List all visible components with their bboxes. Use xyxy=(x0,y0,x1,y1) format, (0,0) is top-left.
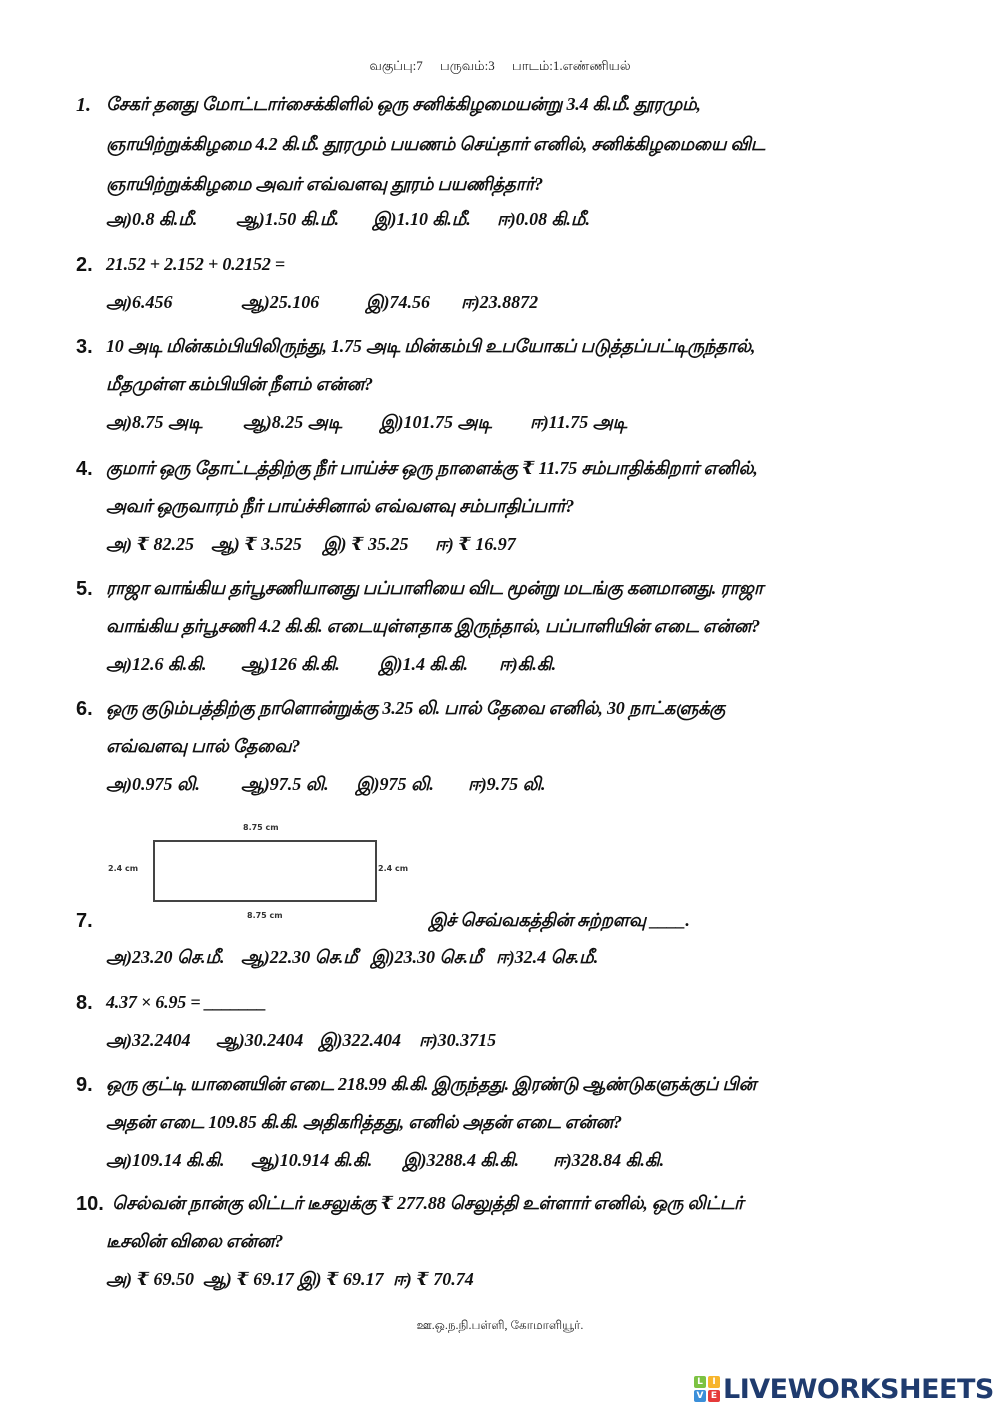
option-a[interactable]: அ)109.14 கி.கி. xyxy=(106,1150,225,1170)
question-number: 3. xyxy=(76,336,93,358)
option-d[interactable]: ஈ)9.75 லி. xyxy=(468,774,546,794)
option-c[interactable]: இ) ₹ 35.25 xyxy=(323,534,409,554)
option-c[interactable]: இ)975 லி. xyxy=(356,774,434,794)
option-c[interactable]: இ) ₹ 69.17 xyxy=(298,1269,384,1289)
options xyxy=(106,412,627,435)
worksheet-header xyxy=(0,58,1000,75)
left-side-label: 2.4 cm xyxy=(108,864,139,873)
option-c[interactable]: இ)3288.4 கி.கி. xyxy=(403,1150,519,1170)
option-a[interactable]: அ)6.456 xyxy=(106,292,173,312)
option-b[interactable]: ஆ) ₹ 3.525 xyxy=(211,534,302,554)
question-text: அதன் எடை 109.85 கி.கி. அதிகரித்தது, எனில் அதன் எடை என்ன? xyxy=(106,1112,622,1132)
lesson-label: பாடம்:1.எண்ணியல் xyxy=(512,58,631,73)
top-side-label: 8.75 cm xyxy=(243,823,279,832)
options xyxy=(106,534,516,557)
option-a[interactable]: அ)8.75 அடி xyxy=(106,412,203,432)
options xyxy=(106,209,590,232)
option-a[interactable]: அ)0.8 கி.மீ. xyxy=(106,209,198,229)
question-text: 4.37 × 6.95 = _______ xyxy=(106,992,267,1012)
question-text: 21.52 + 2.152 + 0.2152 = xyxy=(106,254,285,274)
option-b[interactable]: ஆ)8.25 அடி xyxy=(243,412,343,432)
logo-tile-i: I xyxy=(708,1376,720,1388)
rectangle-figure xyxy=(100,815,430,925)
question-text: டீசலின் விலை என்ன? xyxy=(106,1231,284,1251)
option-d[interactable]: ஈ)23.8872 xyxy=(461,292,539,312)
options xyxy=(106,654,556,677)
question-text: ஒரு குட்டி யானையின் எடை 218.99 கி.கி. இருந்தது. இரண்டு ஆண்டுகளுக்குப் பின் xyxy=(106,1074,756,1094)
option-a[interactable]: அ)12.6 கி.கி. xyxy=(106,654,207,674)
option-c[interactable]: இ)101.75 அடி xyxy=(380,412,492,432)
bottom-side-label: 8.75 cm xyxy=(247,911,283,920)
question-text: இச் செவ்வகத்தின் சுற்றளவு ____. xyxy=(429,910,690,930)
option-a[interactable]: அ)32.2404 xyxy=(106,1030,191,1050)
option-b[interactable]: ஆ)97.5 லி. xyxy=(241,774,329,794)
question-number: 10. xyxy=(76,1193,104,1215)
option-d[interactable]: ஈ) ₹ 16.97 xyxy=(435,534,516,554)
question-text: அவர் ஒருவாரம் நீர் பாய்ச்சினால் எவ்வளவு சம்பாதிப்பார்? xyxy=(106,496,575,516)
option-c[interactable]: இ)322.404 xyxy=(319,1030,402,1050)
option-d[interactable]: ஈ)32.4 செ.மீ. xyxy=(496,947,599,967)
question-text: ஞாயிற்றுக்கிழமை அவர் எவ்வளவு தூரம் பயணித்தார்? xyxy=(106,174,543,194)
option-a[interactable]: அ) ₹ 69.50 xyxy=(106,1269,195,1289)
question-text: குமார் ஒரு தோட்டத்திற்கு நீர் பாய்ச்ச ஒரு நாளைக்கு ₹ 11.75 சம்பாதிக்கிறார் எனில், xyxy=(106,458,758,478)
option-c[interactable]: இ)23.30 செ.மீ xyxy=(371,947,483,967)
option-d[interactable]: ஈ)30.3715 xyxy=(419,1030,497,1050)
option-d[interactable]: ஈ)328.84 கி.கி. xyxy=(553,1150,665,1170)
options xyxy=(106,1150,664,1173)
logo-text: LIVEWORKSHEETS xyxy=(723,1373,994,1405)
question-number: 7. xyxy=(76,910,93,932)
option-c[interactable]: இ)1.4 கி.கி. xyxy=(379,654,468,674)
option-d[interactable]: ஈ)0.08 கி.மீ. xyxy=(497,209,590,229)
option-b[interactable]: ஆ) ₹ 69.17 xyxy=(203,1269,294,1289)
option-b[interactable]: ஆ)25.106 xyxy=(241,292,320,312)
question-text: எவ்வளவு பால் தேவை? xyxy=(106,736,301,756)
term-label: பருவம்:3 xyxy=(440,58,495,73)
option-a[interactable]: அ)0.975 லி. xyxy=(106,774,200,794)
question-text: 10 அடி மின்கம்பியிலிருந்து, 1.75 அடி மின்கம்பி உபயோகப் படுத்தப்பட்டிருந்தால், xyxy=(106,336,756,356)
logo-tile-v: V xyxy=(694,1390,706,1402)
question-text: மீதமுள்ள கம்பியின் நீளம் என்ன? xyxy=(106,374,373,394)
option-b[interactable]: ஆ)126 கி.கி. xyxy=(241,654,340,674)
option-b[interactable]: ஆ)10.914 கி.கி. xyxy=(251,1150,373,1170)
question-number: 5. xyxy=(76,578,93,600)
question-number: 6. xyxy=(76,698,93,720)
logo-tiles-icon xyxy=(694,1376,720,1402)
question-number: 4. xyxy=(76,458,93,480)
option-d[interactable]: ஈ) ₹ 70.74 xyxy=(393,1269,474,1289)
question-number: 2. xyxy=(76,254,93,276)
option-d[interactable]: ஈ)11.75 அடி xyxy=(530,412,628,432)
question-text: வாங்கிய தர்பூசணி 4.2 கி.கி. எடையுள்ளதாக இருந்தால், பப்பாளியின் எடை என்ன? xyxy=(106,616,760,636)
question-text: செல்வன் நான்கு லிட்டர் டீசலுக்கு ₹ 277.88 செலுத்தி உள்ளார் எனில், ஒரு லிட்டர் xyxy=(112,1193,744,1213)
rectangle-shape xyxy=(153,840,377,902)
option-c[interactable]: இ)74.56 xyxy=(366,292,431,312)
option-a[interactable]: அ) ₹ 82.25 xyxy=(106,534,195,554)
logo-tile-l: L xyxy=(694,1376,706,1388)
option-d[interactable]: ஈ)கி.கி. xyxy=(499,654,557,674)
class-label: வகுப்பு:7 xyxy=(369,58,423,73)
options xyxy=(106,1030,496,1053)
question-text: சேகர் தனது மோட்டார்சைக்கிளில் ஒரு சனிக்கிழமையன்று 3.4 கி.மீ. தூரமும், xyxy=(106,94,701,114)
option-b[interactable]: ஆ)22.30 செ.மீ xyxy=(241,947,358,967)
school-footer: ஊ.ஒ.ந.நி.பள்ளி, கோமாளியூர். xyxy=(416,1318,584,1332)
option-b[interactable]: ஆ)30.2404 xyxy=(216,1030,304,1050)
logo-tile-e: E xyxy=(708,1390,720,1402)
options xyxy=(106,292,538,315)
right-side-label: 2.4 cm xyxy=(378,864,409,873)
options xyxy=(106,774,546,797)
liveworksheets-logo[interactable] xyxy=(694,1374,994,1404)
option-a[interactable]: அ)23.20 செ.மீ. xyxy=(106,947,225,967)
question-text: ஒரு குடும்பத்திற்கு நாளொன்றுக்கு 3.25 லி. பால் தேவை எனில், 30 நாட்களுக்கு xyxy=(106,698,726,718)
options xyxy=(106,1269,474,1292)
question-number: 8. xyxy=(76,992,93,1014)
option-c[interactable]: இ)1.10 கி.மீ. xyxy=(373,209,471,229)
question-number: 1. xyxy=(76,94,91,116)
question-text: ஞாயிற்றுக்கிழமை 4.2 கி.மீ. தூரமும் பயணம் செய்தார் எனில், சனிக்கிழமையை விட xyxy=(106,134,765,154)
options xyxy=(106,947,598,970)
option-b[interactable]: ஆ)1.50 கி.மீ. xyxy=(236,209,340,229)
question-text: ராஜா வாங்கிய தர்பூசணியானது பப்பாளியை விட மூன்று மடங்கு கனமானது. ராஜா xyxy=(106,578,764,598)
question-number: 9. xyxy=(76,1074,93,1096)
